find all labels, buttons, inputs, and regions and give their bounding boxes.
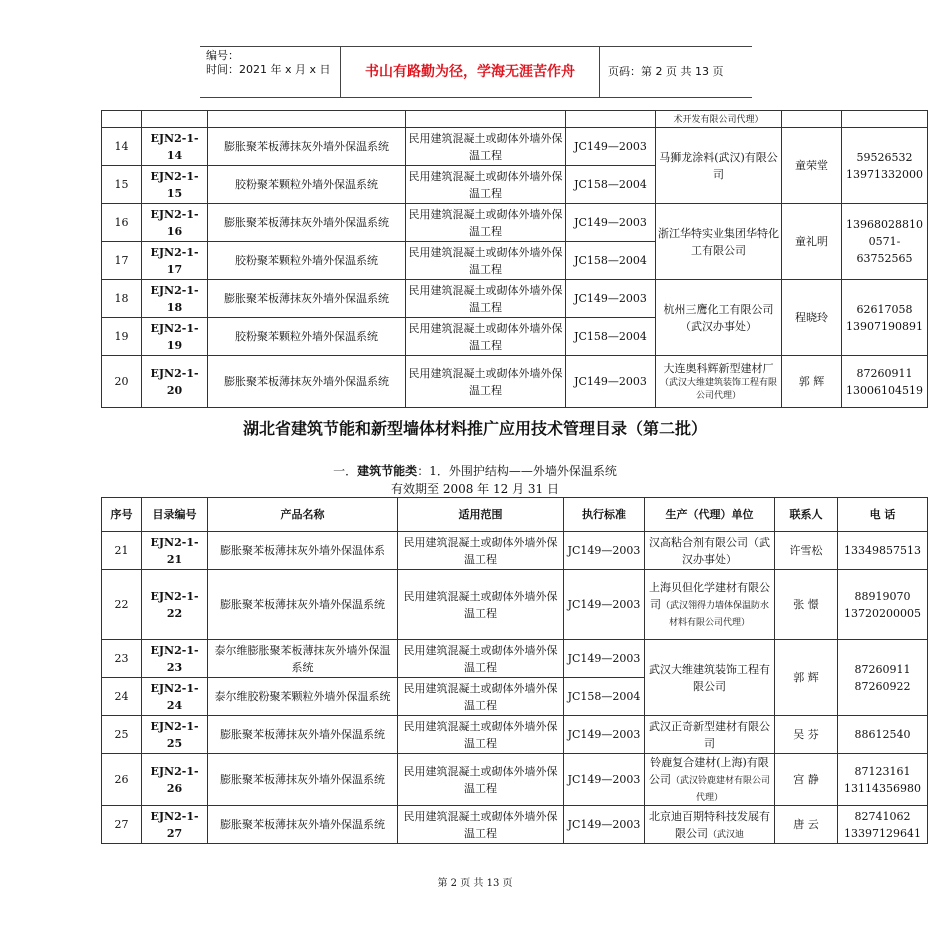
phone-number: 0571-63752565 [856,235,913,265]
column-header: 联系人 [775,498,838,532]
unit-note: （武汉翎得力墙体保温防水材料有限公司代理） [660,601,769,628]
product-name: 膨胀聚苯板薄抹灰外墙外保温系统 [208,570,398,640]
unit-cell [656,356,782,408]
standard-cell: JC149—2003 [566,280,656,318]
standard-cell: JC149—2003 [566,204,656,242]
table-row [102,570,928,640]
phone-number: 13971332000 [846,167,923,181]
phone-number: 13349857513 [844,544,921,557]
contact-cell: 郭 辉 [782,356,842,408]
catalog-code: EJN2-1-17 [142,242,208,280]
scope-cell: 民用建筑混凝土或砌体外墙外保温工程 [398,716,564,754]
page-header [200,46,752,98]
catalog-code: EJN2-1-21 [142,532,208,570]
contact-cell: 童荣堂 [782,128,842,204]
unit-cell: 汉高粘合剂有限公司（武汉办事处） [645,532,775,570]
row-number: 27 [102,806,142,844]
row-number: 23 [102,640,142,678]
row-number: 17 [102,242,142,280]
phone-number: 13114356980 [844,781,921,795]
phone-cell [838,716,928,754]
scope-cell: 民用建筑混凝土或砌体外墙外保温工程 [406,280,566,318]
standard-cell: JC158—2004 [564,678,645,716]
contact-cell: 许雪松 [775,532,838,570]
column-header: 目录编号 [142,498,208,532]
phone-cell [838,570,928,640]
unit-cell: 武汉正奇新型建材有限公司 [645,716,775,754]
product-name: 胶粉聚苯颗粒外墙外保温系统 [208,166,406,204]
phone-cell [838,640,928,716]
contact-cell: 唐 云 [775,806,838,844]
standard-cell: JC149—2003 [564,754,645,806]
scope-cell: 民用建筑混凝土或砌体外墙外保温工程 [398,678,564,716]
phone-number: 59526532 [856,150,913,164]
table-row [102,532,928,570]
main-table [101,497,928,844]
catalog-code: EJN2-1-16 [142,204,208,242]
contact-cell: 宫 静 [775,754,838,806]
phone-number: 88612540 [854,728,911,741]
product-name: 泰尔维膨胀聚苯板薄抹灰外墙外保温系统 [208,640,398,678]
phone-cell [842,280,928,356]
scope-cell: 民用建筑混凝土或砌体外墙外保温工程 [398,806,564,844]
table-row [102,806,928,844]
product-name: 膨胀聚苯板薄抹灰外墙外保温系统 [208,128,406,166]
table-row [102,716,928,754]
phone-number: 13006104519 [846,383,923,397]
contact-cell: 张 憬 [775,570,838,640]
unit-note: （武汉大维建筑装饰工程有限公司代理） [659,378,777,401]
phone-number: 13720200005 [844,606,921,620]
row-number: 19 [102,318,142,356]
product-name: 膨胀聚苯板薄抹灰外墙外保温系统 [208,356,406,408]
table-row [102,754,928,806]
scope-cell: 民用建筑混凝土或砌体外墙外保温工程 [398,754,564,806]
column-header: 生产（代理）单位 [645,498,775,532]
unit-cell: 马狮龙涂料(武汉)有限公司 [656,128,782,204]
standard-cell: JC149—2003 [566,356,656,408]
phone-cell [838,806,928,844]
header-page-label: 页码：第 2 页 共 13 页 [608,65,724,78]
product-name: 胶粉聚苯颗粒外墙外保温系统 [208,318,406,356]
unit-note: （武汉铃鹿建材有限公司代理） [670,776,770,803]
validity-line: 有效期至 2008 年 12 月 31 日 [391,482,559,496]
standard-cell: JC158—2004 [566,318,656,356]
standard-cell: JC149—2003 [564,806,645,844]
catalog-code: EJN2-1-15 [142,166,208,204]
column-header: 产品名称 [208,498,398,532]
scope-cell: 民用建筑混凝土或砌体外墙外保温工程 [406,356,566,408]
phone-cell [838,532,928,570]
product-name: 泰尔维胶粉聚苯颗粒外墙外保温系统 [208,678,398,716]
unit-cell: 杭州三鹰化工有限公司（武汉办事处） [656,280,782,356]
phone-cell [842,356,928,408]
scope-cell: 民用建筑混凝土或砌体外墙外保温工程 [398,532,564,570]
phone-number: 62617058 [856,302,913,316]
row-number: 26 [102,754,142,806]
time-label: 时间：2021 年 x 月 x 日 [206,63,331,76]
phone-cell [838,754,928,806]
contact-cell: 郭 辉 [775,640,838,716]
scope-cell: 民用建筑混凝土或砌体外墙外保温工程 [406,242,566,280]
standard-cell: JC149—2003 [564,570,645,640]
page-footer: 第 2 页 共 13 页 [437,878,513,889]
table-row [102,640,928,678]
row-number: 16 [102,204,142,242]
unit-name: 大连奥科辉新型建材厂 [663,362,774,375]
catalog-code: EJN2-1-20 [142,356,208,408]
scope-cell: 民用建筑混凝土或砌体外墙外保温工程 [406,204,566,242]
unit-cell [645,570,775,640]
row-number: 15 [102,166,142,204]
scope-cell: 民用建筑混凝土或砌体外墙外保温工程 [398,570,564,640]
catalog-code: EJN2-1-25 [142,716,208,754]
table-row [102,204,928,242]
scope-cell: 民用建筑混凝土或砌体外墙外保温工程 [406,166,566,204]
phone-number: 87260911 [854,662,911,676]
table-row [102,111,928,128]
catalog-code: EJN2-1-26 [142,754,208,806]
scope-cell: 民用建筑混凝土或砌体外墙外保温工程 [398,640,564,678]
table-row [102,280,928,318]
product-name: 胶粉聚苯颗粒外墙外保温系统 [208,242,406,280]
phone-number: 82741062 [854,809,911,823]
product-name: 膨胀聚苯板薄抹灰外墙外保温系统 [208,806,398,844]
catalog-code: EJN2-1-23 [142,640,208,678]
row-number: 22 [102,570,142,640]
category-line: 一．建筑节能类：1．外围护结构——外墙外保温系统 [333,464,617,478]
catalog-code: EJN2-1-27 [142,806,208,844]
row-number: 20 [102,356,142,408]
phone-number: 87260922 [854,679,911,693]
standard-cell: JC149—2003 [566,128,656,166]
unit-cell [645,754,775,806]
row-number: 18 [102,280,142,318]
catalog-code: EJN2-1-18 [142,280,208,318]
phone-number: 13907190891 [846,319,923,333]
number-label: 编号： [206,49,239,62]
phone-cell [842,128,928,204]
phone-number: 87123161 [854,764,911,778]
row-number: 14 [102,128,142,166]
contact-cell: 吴 芬 [775,716,838,754]
unit-cell: 术开发有限公司代理） [656,111,782,128]
product-name: 膨胀聚苯板薄抹灰外墙外保温系统 [208,716,398,754]
contact-cell: 程晓玲 [782,280,842,356]
standard-cell: JC149—2003 [564,716,645,754]
table-header-row [102,498,928,532]
catalog-code: EJN2-1-14 [142,128,208,166]
column-header: 执行标准 [564,498,645,532]
product-name: 膨胀聚苯板薄抹灰外墙外保温系统 [208,754,398,806]
column-header: 序号 [102,498,142,532]
standard-cell: JC158—2004 [566,242,656,280]
column-header: 适用范围 [398,498,564,532]
phone-number: 88919070 [854,589,911,603]
phone-cell [842,204,928,280]
standard-cell: JC149—2003 [564,640,645,678]
header-meta [200,47,340,97]
unit-cell: 武汉大维建筑装饰工程有限公司 [645,640,775,716]
unit-name: 上海贝但化学建材有限公司 [649,581,770,611]
catalog-code: EJN2-1-24 [142,678,208,716]
table-row [102,128,928,166]
row-number: 24 [102,678,142,716]
top-table [101,110,928,408]
unit-name: 北京迪百期特科技发展有限公司 [649,809,770,840]
section-title: 湖北省建筑节能和新型墙体材料推广应用技术管理目录（第二批） [242,419,707,438]
phone-number: 87260911 [856,366,913,380]
product-name: 膨胀聚苯板薄抹灰外墙外保温体系 [208,532,398,570]
table-row [102,356,928,408]
row-number: 25 [102,716,142,754]
row-number: 21 [102,532,142,570]
standard-cell: JC149—2003 [564,532,645,570]
header-motto: 书山有路勤为径，学海无涯苦作舟 [340,47,600,97]
unit-cell [645,806,775,844]
contact-cell: 童礼明 [782,204,842,280]
phone-number: 13968028810 [846,218,923,231]
catalog-code: EJN2-1-22 [142,570,208,640]
unit-note: （武汉迪 [707,829,744,840]
column-header: 电 话 [838,498,928,532]
unit-name: 铃鹿复合建材(上海)有限公司 [648,756,769,786]
product-name: 膨胀聚苯板薄抹灰外墙外保温系统 [208,204,406,242]
phone-number: 13397129641 [844,826,921,840]
standard-cell: JC158—2004 [566,166,656,204]
unit-cell: 浙江华特实业集团华特化工有限公司 [656,204,782,280]
catalog-code: EJN2-1-19 [142,318,208,356]
product-name: 膨胀聚苯板薄抹灰外墙外保温系统 [208,280,406,318]
scope-cell: 民用建筑混凝土或砌体外墙外保温工程 [406,128,566,166]
scope-cell: 民用建筑混凝土或砌体外墙外保温工程 [406,318,566,356]
